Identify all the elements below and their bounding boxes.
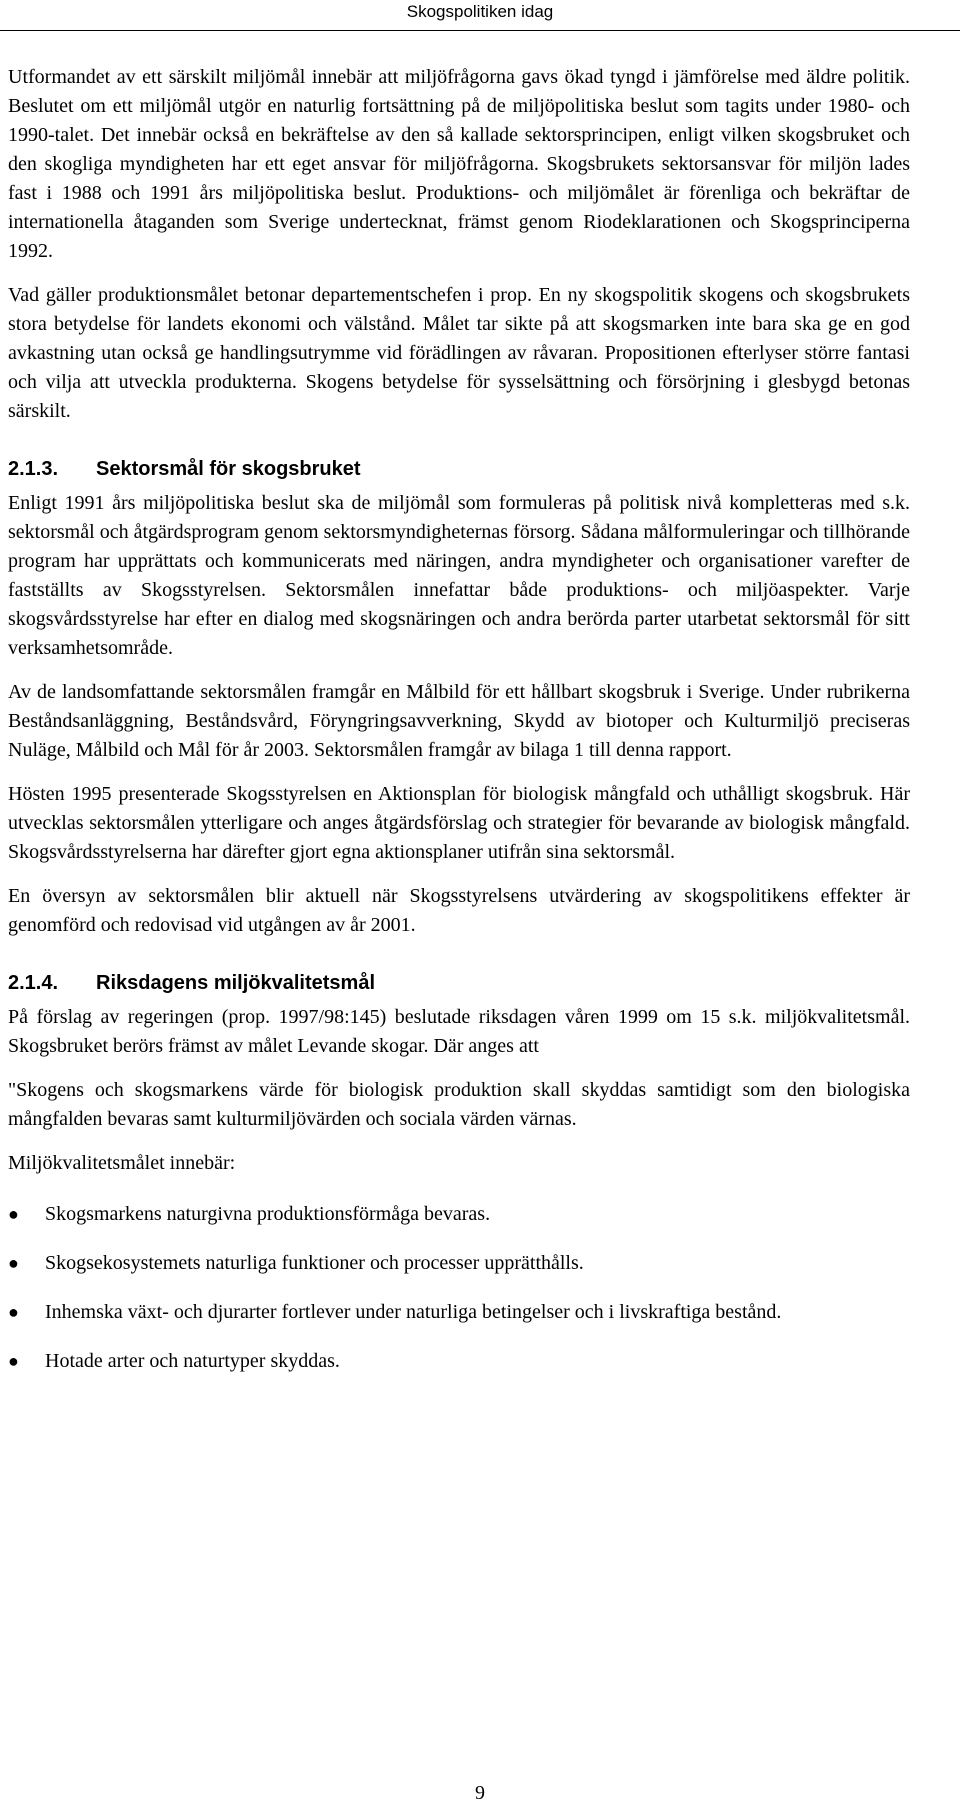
section-number: 2.1.3. <box>8 458 59 480</box>
running-header <box>0 0 960 31</box>
bullet-icon: ● <box>8 1204 19 1224</box>
bullet-icon: ● <box>8 1351 19 1371</box>
paragraph: Enligt 1991 års miljöpolitiska beslut ska de miljömål som formuleras på politisk nivå kompletteras med s.k. sektorsmål och åtgärdsprogram genom sektorsmyndigheternas försorg. Sådana målformuleringar och tillhörande program har upprättats och kommunicerats med näringen, andra myndigheter och organisationer varefter de fastställts av Skogsstyrelsen. Sektorsmålen innefattar både produktions- och miljöaspekter. Varje skogsvårdsstyrelse har efter en dialog med skogsnäringen och andra berörda parter utarbetat sektorsmål för sitt verksamhetsområde. <box>8 492 910 659</box>
list-item-text: Skogsekosystemets naturliga funktioner och processer upprätthålls. <box>45 1252 584 1274</box>
bullet-list <box>8 1200 910 1376</box>
list-item <box>8 1249 910 1278</box>
list-item <box>8 1347 910 1376</box>
section-heading-2-1-3 <box>8 455 910 483</box>
paragraph: På förslag av regeringen (prop. 1997/98:145) beslutade riksdagen våren 1999 om 15 s.k. miljökvalitetsmål. Skogsbruket berörs främst av målet Levande skogar. Där anges att <box>8 1006 910 1057</box>
page-number: 9 <box>475 1782 485 1804</box>
quote-paragraph: "Skogens och skogsmarkens värde för biologisk produktion skall skyddas samtidigt som den biologiska mångfalden bevaras samt kulturmiljövärden och sociala värden värnas. <box>8 1079 910 1130</box>
section-number: 2.1.4. <box>8 972 59 994</box>
paragraph: En översyn av sektorsmålen blir aktuell när Skogsstyrelsens utvärdering av skogspolitikens effekter är genomförd och redovisad vid utgången av år 2001. <box>8 885 910 936</box>
paragraph: Miljökvalitetsmålet innebär: <box>8 1152 236 1174</box>
paragraph: Av de landsomfattande sektorsmålen framgår en Målbild för ett hållbart skogsbruk i Sverige. Under rubrikerna Beståndsanläggning, Beståndsvård, Föryngringsavverkning, Skydd av biotoper och Kulturmiljö preciseras Nuläge, Målbild och Mål för år 2003. Sektorsmålen framgår av bilaga 1 till denna rapport. <box>8 681 910 761</box>
paragraph: Hösten 1995 presenterade Skogsstyrelsen en Aktionsplan för biologisk mångfald och uthålligt skogsbruk. Här utvecklas sektorsmålen ytterligare och anges åtgärdsförslag och strategier för bevarande av biologisk mångfald. Skogsvårdsstyrelserna har därefter gjort egna aktionsplaner utifrån sina sektorsmål. <box>8 783 910 863</box>
paragraph: Vad gäller produktionsmålet betonar departementschefen i prop. En ny skogspolitik skogens och skogsbrukets stora betydelse för landets ekonomi och välstånd. Målet tar sikte på att skogsmarken inte bara ska ge en god avkastning utan också ge handlingsutrymme vid förädlingen av råvaran. Propositionen efterlyser större fantasi och vilja att utveckla produkterna. Skogens betydelse för sysselsättning och försörjning i glesbygd betonas särskilt. <box>8 284 910 422</box>
bullet-icon: ● <box>8 1253 19 1273</box>
list-item-text: Inhemska växt- och djurarter fortlever under naturliga betingelser och i livskraftiga bestånd. <box>45 1301 782 1323</box>
paragraph: Utformandet av ett särskilt miljömål innebär att miljöfrågorna gavs ökad tyngd i jämförelse med äldre politik. Beslutet om ett miljömål utgör en naturlig fortsättning på de miljöpolitiska beslut som tagits under 1980- och 1990-talet. Det innebär också en bekräftelse av den så kallade sektorsprincipen, enligt vilken skogsbruket och den skogliga myndigheten har ett eget ansvar för miljöfrågorna. Skogsbrukets sektorsansvar för miljön lades fast i 1988 och 1991 års miljöpolitiska beslut. Produktions- och miljömålet är förenliga och bekräftar de internationella åtaganden som Sverige undertecknat, främst genom Riodeklarationen och Skogsprinciperna 1992. <box>8 66 910 262</box>
running-header-title: Skogspolitiken idag <box>406 2 554 21</box>
section-title: Sektorsmål för skogsbruket <box>96 458 361 480</box>
list-item-text: Skogsmarkens naturgivna produktionsförmåga bevaras. <box>45 1203 491 1225</box>
list-item <box>8 1200 910 1229</box>
list-item-text: Hotade arter och naturtyper skyddas. <box>45 1350 340 1372</box>
section-title: Riksdagens miljökvalitetsmål <box>96 972 376 994</box>
document-body <box>8 63 910 1396</box>
bullet-icon: ● <box>8 1302 19 1322</box>
list-item <box>8 1298 910 1327</box>
section-heading-2-1-4 <box>8 969 910 997</box>
